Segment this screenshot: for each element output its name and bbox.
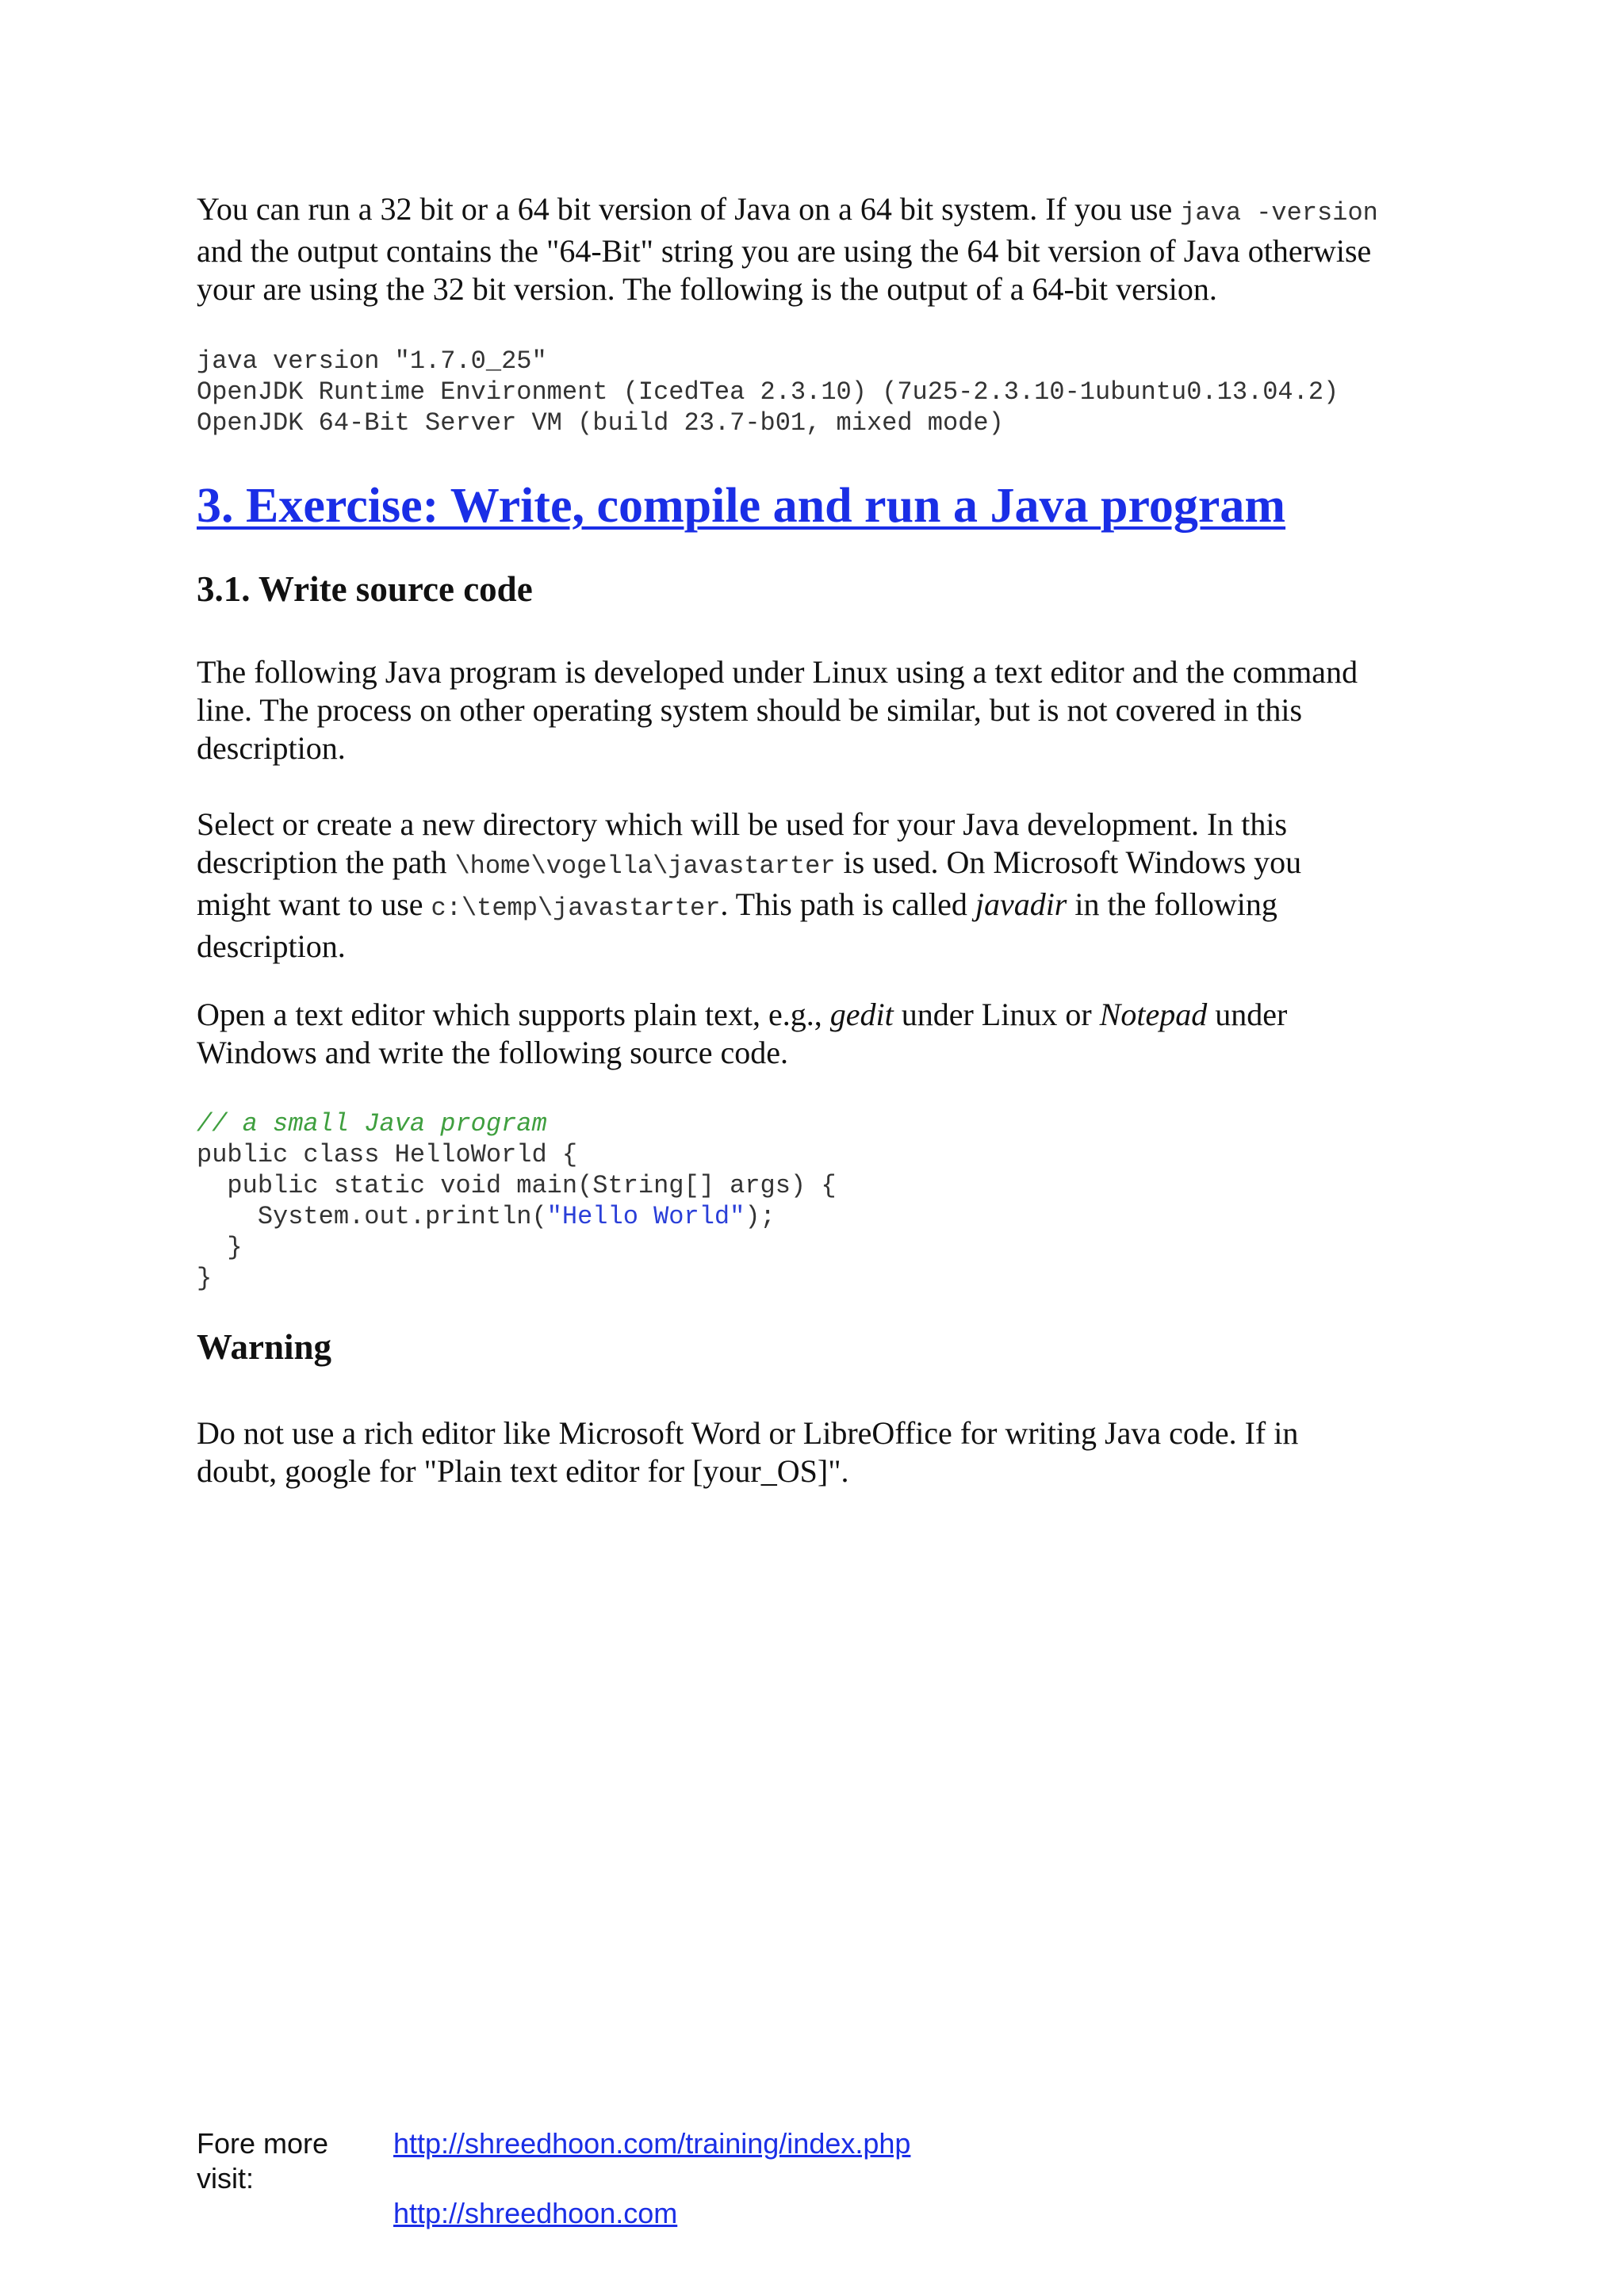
paragraph-text-editor [197, 996, 1287, 1072]
output-line: java version "1.7.0_25" [197, 346, 547, 376]
text-run: under Linux or [893, 997, 1100, 1032]
code-token-plain: ); [745, 1202, 776, 1231]
output-line: OpenJDK 64-Bit Server VM (build 23.7-b01, mixed mode) [197, 408, 1004, 438]
footer-link-home[interactable]: http://shreedhoon.com [393, 2197, 678, 2229]
emphasis-text: javadir [975, 886, 1067, 922]
section-heading[interactable] [197, 477, 1285, 534]
inline-code: c:\temp\javastarter [431, 894, 721, 923]
subsection-heading: 3.1. Write source code [197, 569, 533, 609]
text-run: . This path is called [720, 886, 975, 922]
paragraph-directory [197, 806, 1301, 966]
code-token-plain: } [197, 1264, 213, 1293]
text-run: under Windows and write the following source code. [197, 997, 1288, 1070]
code-token-comment: // a small Java program [197, 1109, 547, 1138]
warning-heading: Warning [197, 1327, 332, 1367]
code-token-plain: public class HelloWorld { [197, 1140, 578, 1169]
paragraph-program-intro: The following Java program is developed under Linux using a text editor and the command line. The process on other operating system should be similar, but is not covered in this description. [197, 654, 1358, 766]
code-line [197, 1139, 837, 1170]
code-line [197, 1201, 837, 1232]
java-version-output [197, 346, 1339, 438]
code-token-string: "Hello World" [546, 1202, 745, 1231]
footer [197, 2126, 910, 2231]
code-line [197, 1108, 837, 1139]
text-run: and the output contains the "64-Bit" string you are using the 64 bit version of Java otherwise your are using the 32 bit version. The following is the output of a 64-bit version. [197, 233, 1372, 307]
code-token-plain: System.out.println( [197, 1202, 547, 1231]
warning-text: Do not use a rich editor like Microsoft Word or LibreOffice for writing Java code. If in doubt, google for "Plain text editor for [your_OS]". [197, 1415, 1299, 1489]
output-line: OpenJDK Runtime Environment (IcedTea 2.3.10) (7u25-2.3.10-1ubuntu0.13.04.2) [197, 377, 1339, 407]
section-heading-link[interactable]: 3. Exercise: Write, compile and run a Java program [197, 479, 1286, 533]
java-code-sample [197, 1108, 837, 1294]
inline-code: \home\vogella\javastarter [454, 851, 836, 881]
text-run: is used. On Microsoft Windows you might want to use [197, 844, 1302, 922]
inline-code: java -version [1180, 198, 1378, 228]
emphasis-text: Notepad [1099, 997, 1208, 1032]
footer-label: Fore more visit: [197, 2127, 329, 2195]
code-token-plain: } [197, 1233, 243, 1262]
footer-link-training[interactable]: http://shreedhoon.com/training/index.php [393, 2127, 911, 2160]
text-run: Open a text editor which supports plain text, e.g., [197, 997, 830, 1032]
text-run: You can run a 32 bit or a 64 bit version of Java on a 64 bit system. If you use [197, 191, 1181, 227]
code-line [197, 1263, 837, 1294]
text-run: Select or create a new directory which will be used for your Java development. In this description the path [197, 806, 1288, 880]
paragraph-64bit-intro [197, 190, 1378, 308]
text-run: in the following description. [197, 886, 1277, 964]
code-line [197, 1170, 837, 1201]
code-token-plain: public static void main(String[] args) { [197, 1171, 837, 1200]
code-line [197, 1232, 837, 1263]
emphasis-text: gedit [829, 997, 894, 1032]
